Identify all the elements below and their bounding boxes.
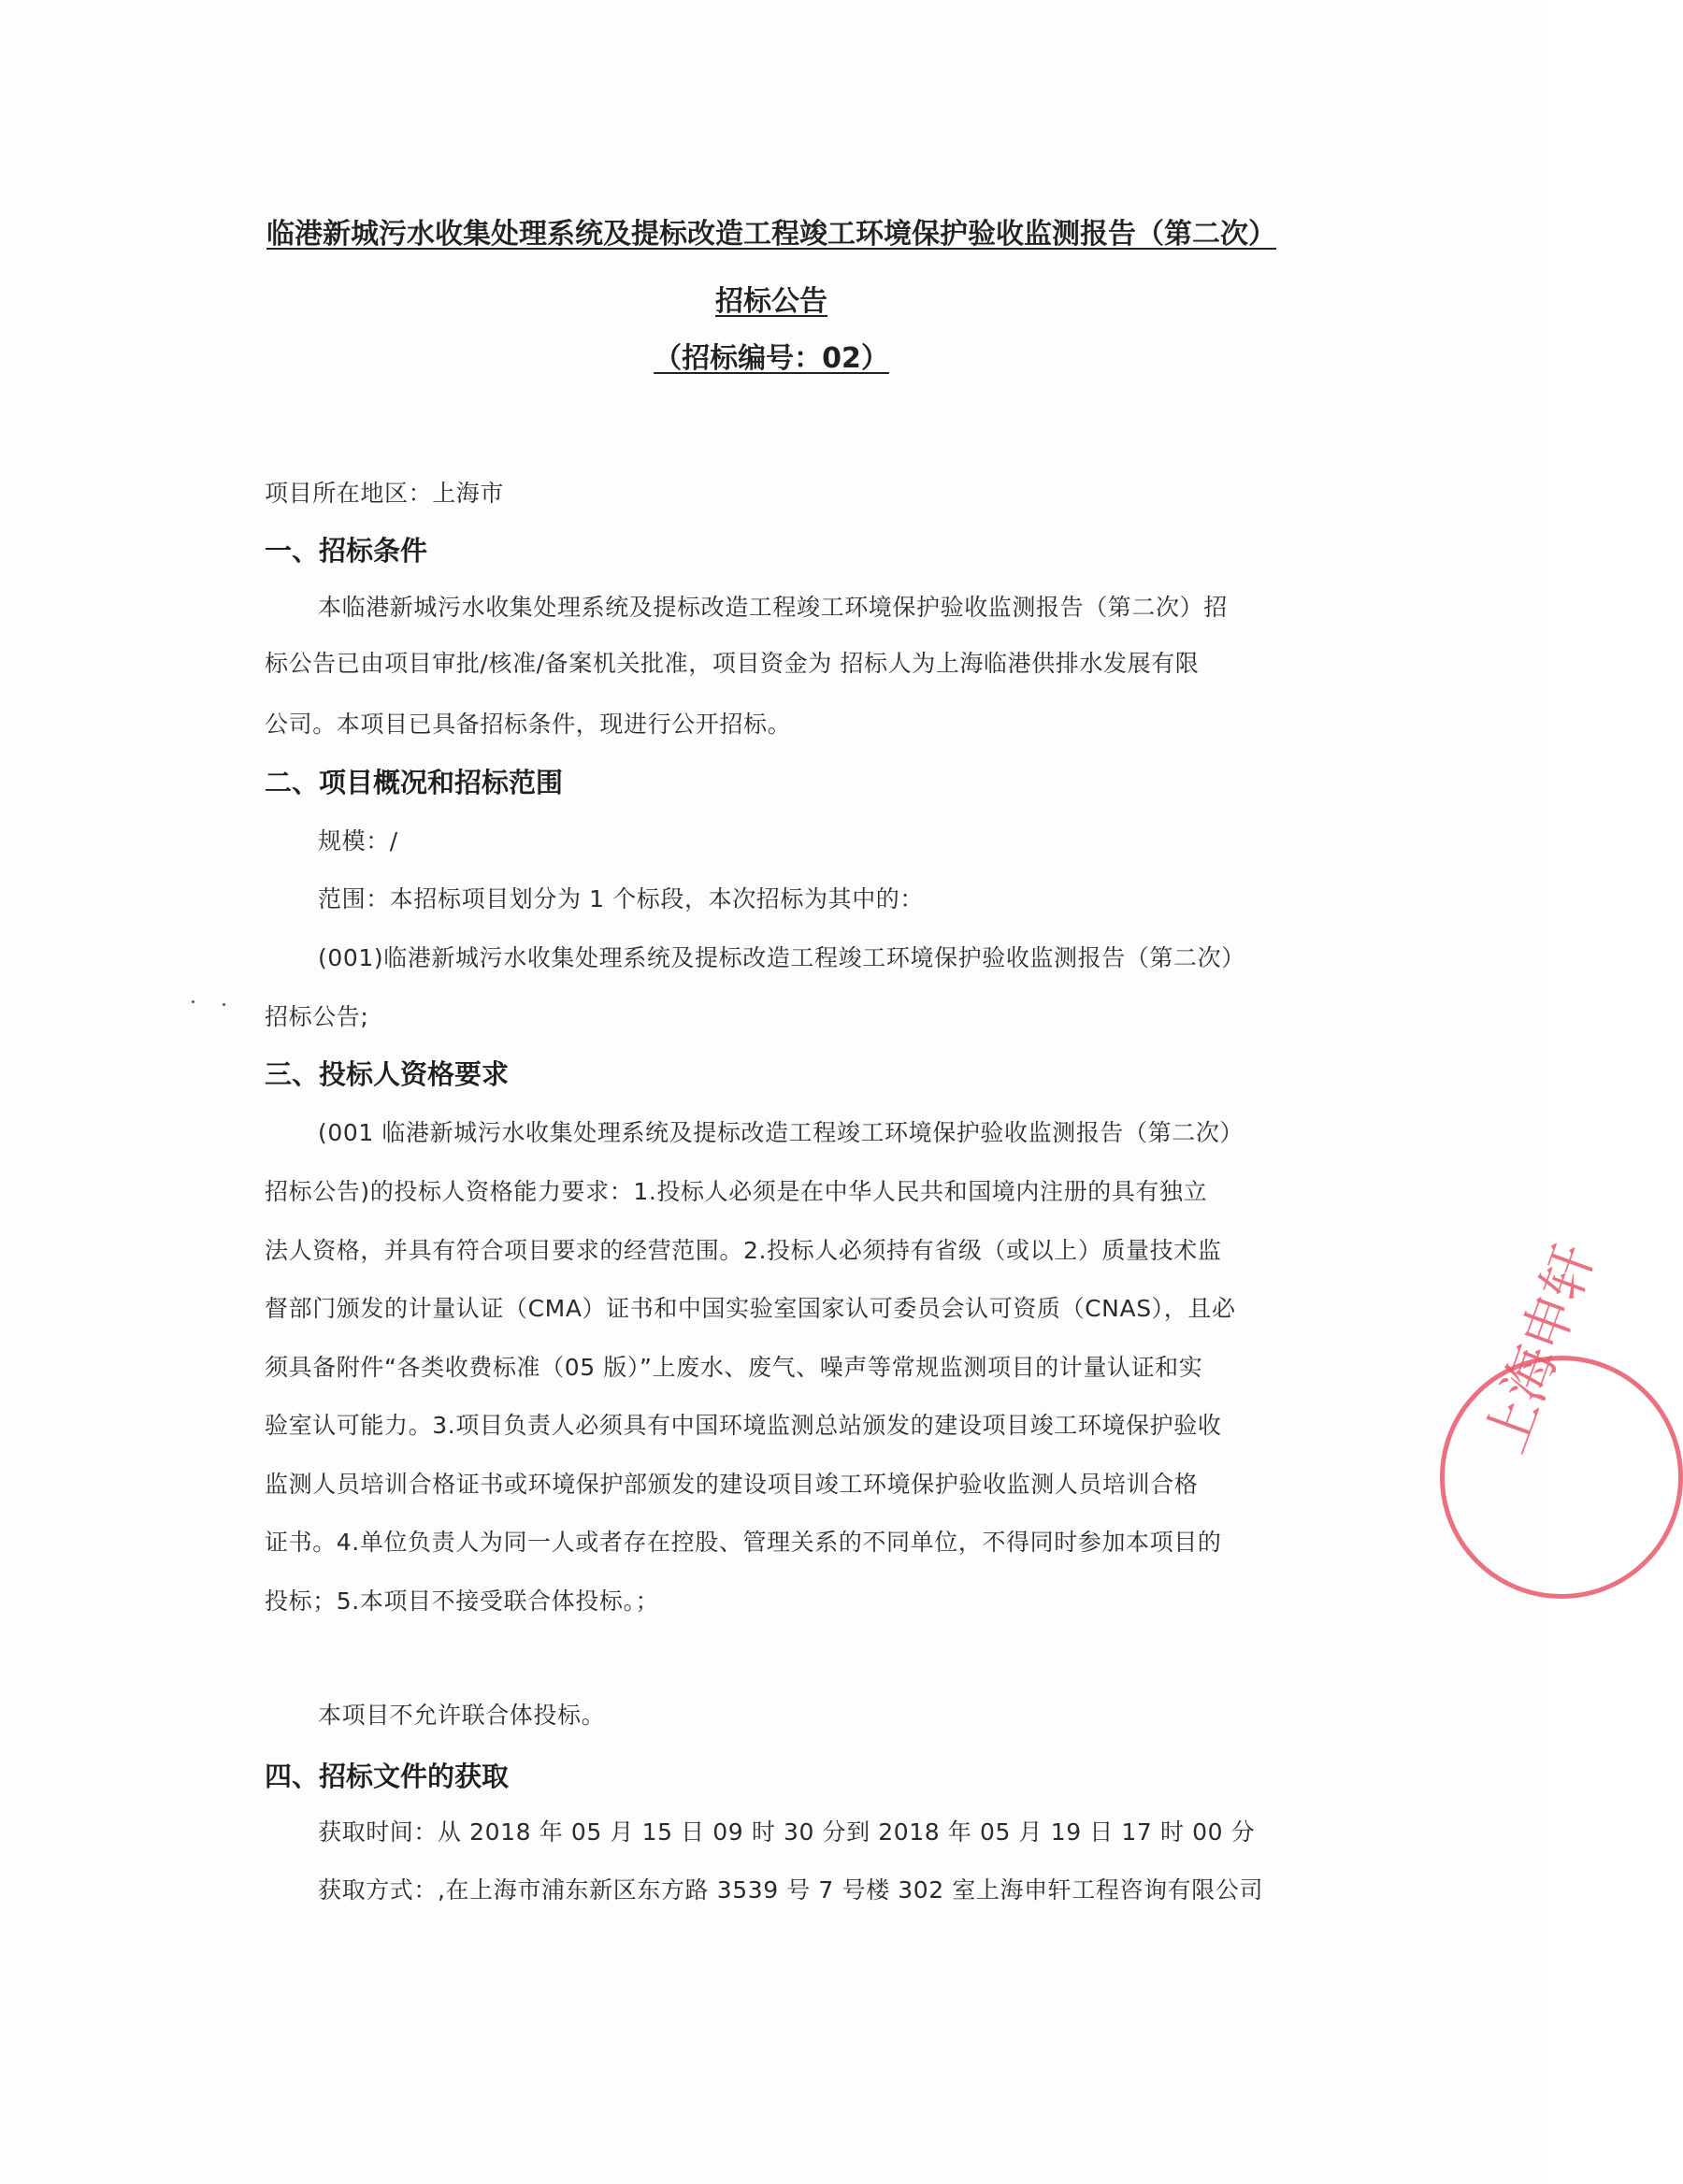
section-heading-tender-conditions: 一、招标条件 bbox=[265, 535, 428, 567]
section-heading-bidder-qualifications: 三、投标人资格要求 bbox=[265, 1058, 510, 1090]
tender-number: （招标编号：02） bbox=[654, 342, 889, 375]
acquisition-method: 获取方式：,在上海市浦东新区东方路 3539 号 7 号楼 302 室上海申轩工程咨询有限公司 bbox=[318, 1876, 1264, 1904]
paragraph-line: 须具备附件“各类收费标准（05 版）”上废水、废气、噪声等常规监测项目的计量认证和实 bbox=[265, 1354, 1203, 1381]
paragraph-line: 投标；5.本项目不接受联合体投标。； bbox=[265, 1588, 660, 1615]
paragraph-line: 验室认可能力。3.项目负责人必须具有中国环境监测总站颁发的建设项目竣工环境保护验收 bbox=[265, 1412, 1222, 1439]
seal-lettering: 上海申轩 bbox=[1473, 1235, 1607, 1461]
document-subtitle: 招标公告 bbox=[715, 285, 827, 318]
consortium-note: 本项目不允许联合体投标。 bbox=[318, 1702, 606, 1729]
project-scope: 范围：本招标项目划分为 1 个标段，本次招标为其中的： bbox=[318, 885, 925, 912]
paragraph-line: 公司。本项目已具备招标条件，现进行公开招标。 bbox=[265, 711, 792, 738]
lot-item-line: 招标公告; bbox=[265, 1003, 369, 1030]
paragraph-line: 证书。4.单位负责人为同一人或者存在控股、管理关系的不同单位，不得同时参加本项目的 bbox=[265, 1529, 1222, 1556]
paragraph-line: 督部门颁发的计量认证（CMA）证书和中国实验室国家认可委员会认可资质（CNAS），且必 bbox=[265, 1295, 1236, 1322]
scan-speck bbox=[192, 1000, 194, 1003]
paragraph-line: 本临港新城污水收集处理系统及提标改造工程竣工环境保护验收监测报告（第二次）招 bbox=[318, 594, 1228, 621]
section-heading-project-overview: 二、项目概况和招标范围 bbox=[265, 767, 564, 798]
lot-item-line: (001)临港新城污水收集处理系统及提标改造工程竣工环境保护验收监测报告（第二次） bbox=[318, 944, 1245, 971]
document-title: 临港新城污水收集处理系统及提标改造工程竣工环境保护验收监测报告（第二次） bbox=[266, 218, 1276, 251]
scan-speck bbox=[223, 1003, 225, 1006]
project-location: 项目所在地区：上海市 bbox=[265, 480, 505, 507]
paragraph-line: 招标公告)的投标人资格能力要求：1.投标人必须是在中华人民共和国境内注册的具有独立 bbox=[265, 1178, 1208, 1205]
section-heading-obtain-documents: 四、招标文件的获取 bbox=[265, 1760, 510, 1792]
paragraph-line: (001 临港新城污水收集处理系统及提标改造工程竣工环境保护验收监测报告（第二次） bbox=[318, 1119, 1244, 1146]
project-scale: 规模：/ bbox=[318, 827, 398, 855]
acquisition-time: 获取时间：从 2018 年 05 月 15 日 09 时 30 分到 2018 年 05 月 19 日 17 时 00 分 bbox=[318, 1818, 1256, 1846]
paragraph-line: 标公告已由项目审批/核准/备案机关批准，项目资金为 招标人为上海临港供排水发展有限 bbox=[265, 650, 1200, 677]
paragraph-line: 法人资格，并具有符合项目要求的经营范围。2.投标人必须持有省级（或以上）质量技术监 bbox=[265, 1237, 1222, 1264]
paragraph-line: 监测人员培训合格证书或环境保护部颁发的建设项目竣工环境保护验收监测人员培训合格 bbox=[265, 1471, 1199, 1498]
